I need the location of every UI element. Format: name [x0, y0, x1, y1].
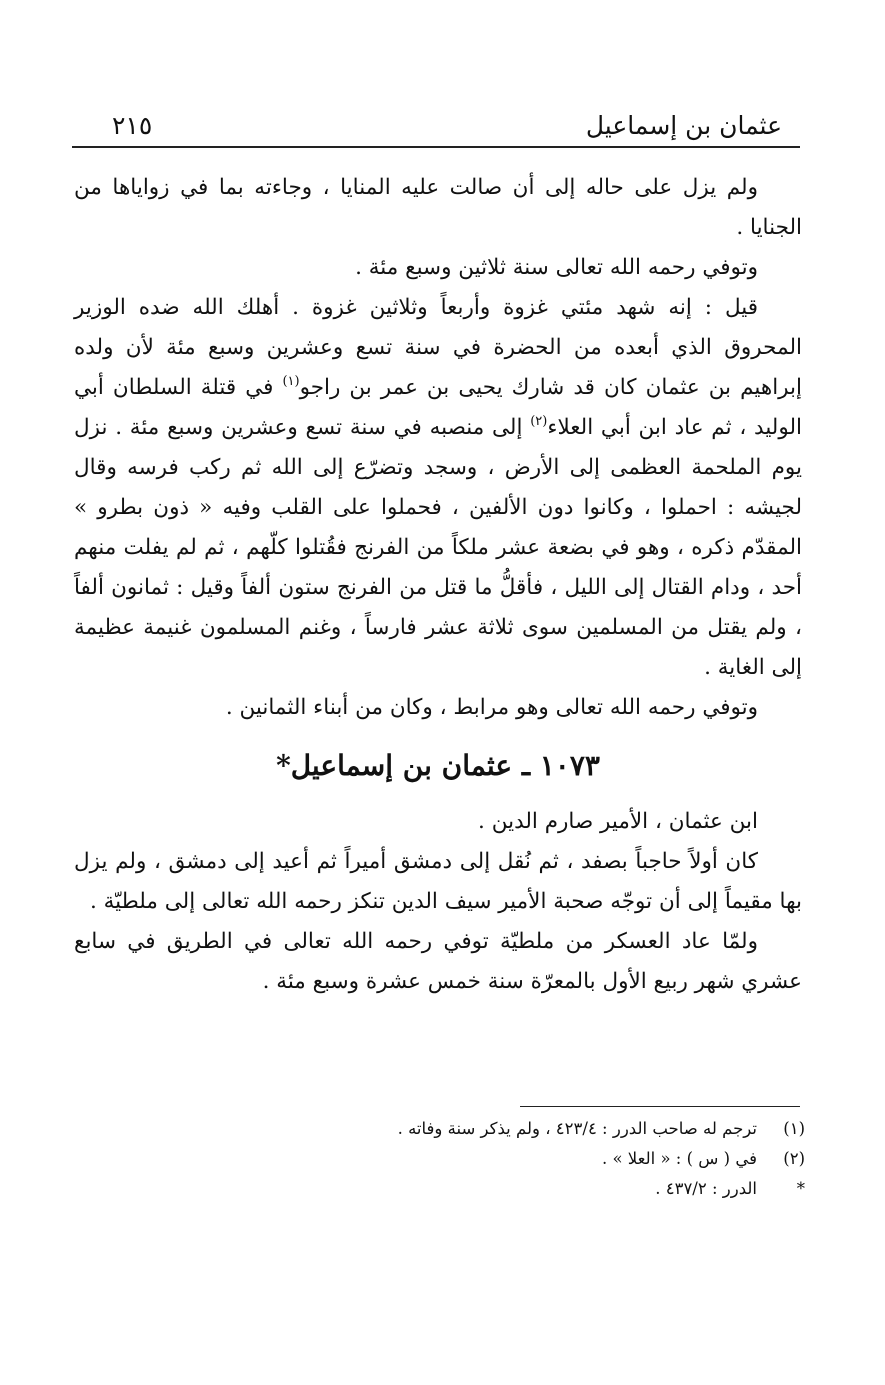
footnote-2 — [105, 1144, 805, 1174]
paragraph-7: ولمّا عاد العسكر من ملطيّة توفي رحمه الله تعالى في الطريق في سابع عشري شهر ربيع الأول بالمعرّة سنة خمس عشرة وسبع مئة . — [74, 929, 802, 994]
paragraph-1: ولم يزل على حاله إلى أن صالت عليه المنايا ، وجاءته بما في زواياها من الجنايا . — [74, 175, 802, 240]
footnote-text: في ( س ) : « العلا » . — [601, 1149, 757, 1168]
footnote-mark: * — [796, 1179, 805, 1198]
footnote-3 — [105, 1174, 805, 1204]
paragraph-5: ابن عثمان ، الأمير صارم الدين . — [478, 809, 758, 834]
footnote-text: ترجم له صاحب الدرر : ٤٢٣/٤ ، ولم يذكر سنة وفاته . — [397, 1119, 757, 1138]
paragraph-3 — [74, 288, 802, 688]
paragraph-3-part-a: قيل : إنه شهد مئتي غزوة وأربعاً وثلاثين غزوة . أهلك الله ضده الوزير المحروق الذي أبعده من الحضرة في سنة تسع وعشرين وسبع مئة لأن ولده إبراهيم بن عثمان كان قد شارك يحيى بن عمر بن راجو — [74, 295, 803, 400]
footnote-rule — [520, 1106, 800, 1107]
footnote-ref-1: (١) — [282, 374, 300, 389]
paragraph-2: وتوفي رحمه الله تعالى سنة ثلاثين وسبع مئة . — [355, 255, 758, 280]
footnote-ref-2: (٢) — [530, 414, 548, 429]
paragraph-4: وتوفي رحمه الله تعالى وهو مرابط ، وكان من أبناء الثمانين . — [225, 695, 758, 720]
footnote-text: الدرر : ٤٣٧/٢ . — [655, 1179, 757, 1198]
footnote-1 — [105, 1114, 805, 1144]
page-body — [74, 168, 802, 1002]
paragraph-6: كان أولاً حاجباً بصفد ، ثم نُقل إلى دمشق أميراً ثم أعيد إلى دمشق ، ولم يزل بها مقيماً إلى أن توجّه صحبة الأمير سيف الدين تنكز رحمه الله تعالى إلى ملطيّة . — [74, 849, 802, 914]
running-header — [72, 106, 800, 146]
entry-heading: ١٠٧٣ ـ عثمان بن إسماعيل* — [276, 749, 600, 782]
running-title: عثمان بن إسماعيل — [585, 111, 782, 140]
paragraph-3-part-b: في قتلة السلطان أبي الوليد ، ثم عاد ابن أبي العلاء — [74, 375, 802, 440]
footnotes — [105, 1114, 805, 1204]
paragraph-3-part-c: إلى منصبه في سنة تسع وعشرين وسبع مئة . نزل يوم الملحمة العظمى إلى الأرض ، وسجد وتضرّع إلى الله ثم ركب فرسه وقال لجيشه : احملوا ، وكانوا دون الألفين ، فحملوا على القلب وفيه « ذون بطرو » المقدّم ذكره ، وهو في بضعة عشر ملكاً من الفرنج فقُتلوا كلّهم ، ثم لم يفلت منهم أحد ، ودام القتال إلى الليل ، فأقلُّ ما قتل من الفرنج ستون ألفاً وقيل : ثمانون ألفاً ، ولم يقتل من المسلمين سوى ثلاثة عشر فارساً ، وغنم المسلمون غنيمة عظيمة إلى الغاية . — [74, 415, 802, 680]
footnote-mark: (٢) — [783, 1149, 805, 1168]
header-rule — [72, 146, 800, 148]
footnote-mark: (١) — [783, 1119, 805, 1138]
page-number: ٢١٥ — [112, 111, 153, 140]
